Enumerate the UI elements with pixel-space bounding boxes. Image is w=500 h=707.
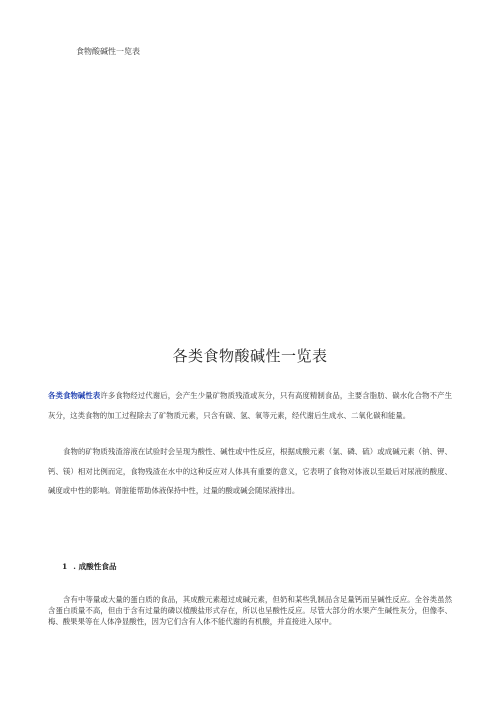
intro-paragraph — [48, 386, 452, 425]
highlight-term: 各类食物碱性表 — [48, 391, 101, 400]
body-paragraph-2: 食物的矿物质残渣溶液在试验时会呈现为酸性、碱性或中性反应，根据成酸元素（氯、磷、硫）或成碱元素（钠、钾、钙、镁）相对比例而定，食物残渣在水中的这种反应对人体具有重要的意义，它表明了食物对体液以至最后对尿液的酸度、碱度或中性的影响。肾脏能帮助体液保持中性，过量的酸或碱会随尿液排出。 — [48, 447, 452, 495]
section-heading — [62, 561, 117, 572]
page-title: 各类食物酸碱性一览表 — [172, 347, 328, 365]
section-heading-text: . 成酸性食品 — [73, 562, 117, 571]
intro-paragraph-text: 许多食物经过代谢后，会产生少量矿物质残渣或灰分，只有高度精制食品，主要含脂肪、碳水化合物不产生灰分，这类食物的加工过程除去了矿物质元素，只含有碳、氢、氧等元素，经代谢后生成水、二氧化碳和能量。 — [48, 391, 452, 420]
body-paragraph-3: 含有中等量或大量的蛋白质的食品，其成酸元素超过成碱元素，但奶和某些乳制品含足量钙而呈碱性反应。全谷类虽然含蛋白质量不高，但由于含有过量的磷以植酸盐形式存在，所以也呈酸性反应。尽管大部分的水果产生碱性灰分，但像李、梅、酸果果等在人体净显酸性，因为它们含有人体不能代谢的有机酸，并直接进入尿中。 — [48, 595, 452, 626]
page-header: 食物酸碱性一览表 — [76, 47, 140, 56]
section-number: 1 — [62, 562, 68, 571]
